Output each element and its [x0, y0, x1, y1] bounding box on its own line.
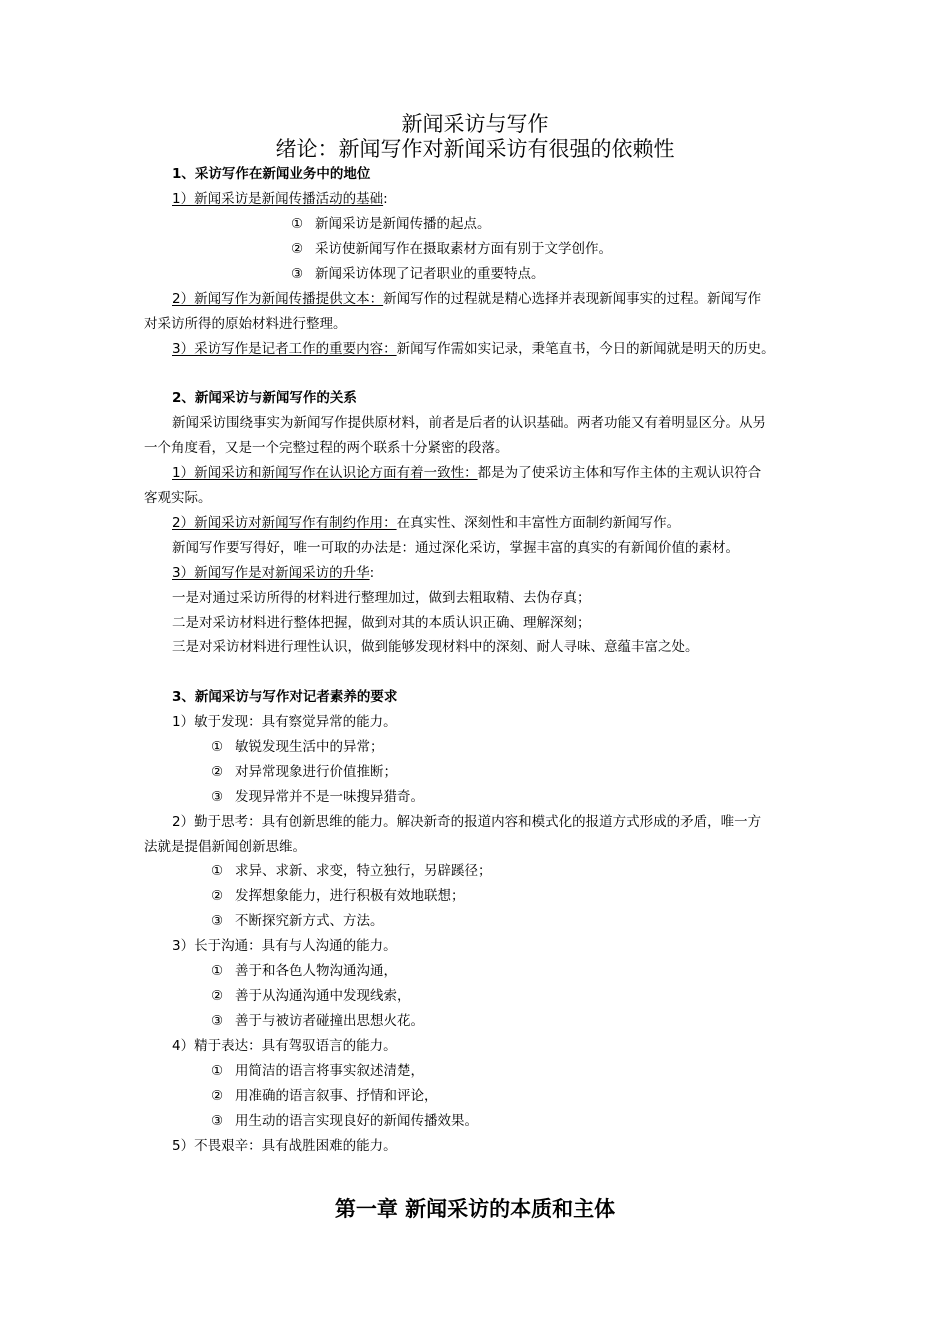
- section-2-point-3-colon: :: [369, 565, 375, 581]
- item-number: ①: [211, 1063, 224, 1079]
- list-item: [291, 215, 491, 233]
- section-1-point-1: [172, 190, 388, 208]
- list-item: [211, 962, 397, 980]
- requirement-1: 1）敏于发现：具有察觉异常的能力。: [172, 714, 397, 730]
- section-2-point-1: [172, 464, 761, 482]
- section-2-point-3: [172, 564, 374, 582]
- list-item: [211, 1012, 424, 1030]
- section-2-point-1-text: 都是为了使采访主体和写作主体的主观认识符合: [477, 465, 762, 481]
- section-3-heading: 3、新闻采访与写作对记者素养的要求: [172, 689, 398, 705]
- section-2-point-3-title: 3）新闻写作是对新闻采访的升华: [172, 565, 370, 581]
- item-number: ②: [211, 888, 224, 904]
- item-text: 善于从沟通沟通中发现线索，: [235, 988, 411, 1004]
- section-1-point-1-title: 1）新闻采访是新闻传播活动的基础: [172, 191, 384, 207]
- chapter-heading: 第一章 新闻采访的本质和主体: [334, 1197, 616, 1221]
- item-text: 敏锐发现生活中的异常；: [235, 739, 384, 755]
- section-2-line-3: 三是对采访材料进行理性认识，做到能够发现材料中的深刻、耐人寻味、意蕴丰富之处。: [172, 639, 699, 655]
- item-text: 新闻采访体现了记者职业的重要特点。: [315, 266, 545, 282]
- section-1-point-2-text: 新闻写作的过程就是精心选择并表现新闻事实的过程。新闻写作: [383, 291, 762, 307]
- section-1-heading: 1、采访写作在新闻业务中的地位: [172, 166, 371, 182]
- section-1-point-2-continued: 对采访所得的原始材料进行整理。: [144, 316, 347, 332]
- item-number: ③: [211, 1113, 224, 1129]
- requirement-4: 4）精于表达：具有驾驭语言的能力。: [172, 1038, 397, 1054]
- item-text: 用准确的语言叙事、抒情和评论，: [235, 1088, 438, 1104]
- list-item: [211, 887, 465, 905]
- item-number: ①: [211, 739, 224, 755]
- section-2-point-2-text: 在真实性、深刻性和丰富性方面制约新闻写作。: [396, 515, 681, 531]
- item-number: ③: [291, 266, 304, 282]
- item-number: ②: [291, 241, 304, 257]
- section-2-point-1-continued: 客观实际。: [144, 490, 212, 506]
- section-1-point-3-title: 3）采访写作是记者工作的重要内容：: [172, 341, 397, 357]
- list-item: [211, 763, 397, 781]
- section-2-intro: 新闻采访围绕事实为新闻写作提供原材料，前者是后者的认识基础。两者功能又有着明显区分。从另: [172, 415, 766, 431]
- item-number: ③: [211, 789, 224, 805]
- introduction-title: 绪论：新闻写作对新闻采访有很强的依赖性: [275, 137, 675, 161]
- item-number: ②: [211, 1088, 224, 1104]
- item-text: 用生动的语言实现良好的新闻传播效果。: [235, 1113, 478, 1129]
- requirement-2-continued: 法就是提倡新闻创新思维。: [144, 839, 306, 855]
- section-2-point-2: [172, 514, 680, 532]
- document-title: 新闻采访与写作: [401, 112, 549, 136]
- item-number: ①: [291, 216, 304, 232]
- item-number: ③: [211, 913, 224, 929]
- section-2-line-2: 二是对采访材料进行整体把握，做到对其的本质认识正确、理解深刻；: [172, 615, 591, 631]
- section-1-point-2: [172, 290, 761, 308]
- item-number: ③: [211, 1013, 224, 1029]
- section-1-point-3-text: 新闻写作需如实记录，秉笔直书，今日的新闻就是明天的历史。: [396, 341, 775, 357]
- item-text: 善于与被访者碰撞出思想火花。: [235, 1013, 424, 1029]
- section-2-point-2-note: 新闻写作要写得好，唯一可取的办法是：通过深化采访，掌握丰富的真实的有新闻价值的素材。: [172, 540, 739, 556]
- item-number: ①: [211, 963, 224, 979]
- list-item: [211, 1087, 438, 1105]
- item-text: 求异、求新、求变，特立独行，另辟蹊径；: [235, 863, 492, 879]
- item-number: ①: [211, 863, 224, 879]
- item-text: 新闻采访是新闻传播的起点。: [315, 216, 491, 232]
- item-text: 发挥想象能力，进行积极有效地联想；: [235, 888, 465, 904]
- section-1-point-1-colon: :: [383, 191, 388, 207]
- list-item: [291, 265, 545, 283]
- section-2-heading: 2、新闻采访与新闻写作的关系: [172, 390, 357, 406]
- section-2-point-2-title: 2）新闻采访对新闻写作有制约作用：: [172, 515, 397, 531]
- section-1-point-3: [172, 340, 775, 358]
- requirement-5: 5）不畏艰辛：具有战胜困难的能力。: [172, 1138, 397, 1154]
- item-number: ②: [211, 988, 224, 1004]
- list-item: [211, 1112, 478, 1130]
- item-text: 发现异常并不是一味搜异猎奇。: [235, 789, 424, 805]
- list-item: [291, 240, 612, 258]
- list-item: [211, 862, 492, 880]
- section-2-point-1-title: 1）新闻采访和新闻写作在认识论方面有着一致性：: [172, 465, 478, 481]
- section-1-point-2-title: 2）新闻写作为新闻传播提供文本：: [172, 291, 384, 307]
- section-2-line-1: 一是对通过采访所得的材料进行整理加过，做到去粗取精、去伪存真；: [172, 590, 591, 606]
- requirement-2: 2）勤于思考：具有创新思维的能力。解决新奇的报道内容和模式化的报道方式形成的矛盾，唯一方: [172, 814, 762, 830]
- section-2-intro-continued: 一个角度看，又是一个完整过程的两个联系十分紧密的段落。: [144, 440, 509, 456]
- item-text: 用简洁的语言将事实叙述清楚，: [235, 1063, 424, 1079]
- list-item: [211, 987, 411, 1005]
- item-number: ②: [211, 764, 224, 780]
- list-item: [211, 1062, 424, 1080]
- item-text: 采访使新闻写作在摄取素材方面有别于文学创作。: [315, 241, 612, 257]
- requirement-3: 3）长于沟通：具有与人沟通的能力。: [172, 938, 397, 954]
- list-item: [211, 912, 384, 930]
- item-text: 善于和各色人物沟通沟通，: [235, 963, 397, 979]
- item-text: 不断探究新方式、方法。: [235, 913, 384, 929]
- item-text: 对异常现象进行价值推断；: [235, 764, 397, 780]
- list-item: [211, 788, 424, 806]
- list-item: [211, 738, 384, 756]
